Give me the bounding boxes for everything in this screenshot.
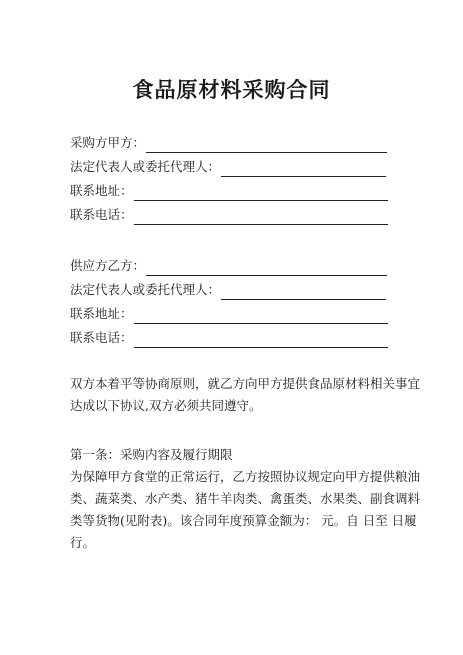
party-b-address-label: 联系地址：: [70, 306, 133, 321]
article-1-line: 类、蔬菜类、水产类、猪牛羊肉类、禽蛋类、水果类、副食调料: [70, 491, 421, 506]
article-1: [70, 444, 421, 554]
article-1-line: 类等货物(见附表)。该合同年度预算金额为： 元。自 日至 日履: [70, 513, 417, 528]
party-a-phone-blank-line[interactable]: [134, 210, 388, 225]
party-a-phone-row: [70, 205, 388, 225]
party-b-rep-label: 法定代表人或委托代理人：: [70, 282, 221, 297]
supplier-label: 供应方乙方：: [70, 258, 146, 273]
supplier-blank-line[interactable]: [146, 261, 387, 276]
party-b-address-row: [70, 304, 388, 324]
intro-line: 达成以下协议,双方必须共同遵守。: [70, 398, 262, 413]
document-title: 食品原材料采购合同: [132, 78, 331, 102]
party-a-address-blank-line[interactable]: [134, 186, 388, 201]
buyer-row: [70, 133, 387, 153]
party-b-phone-label: 联系电话：: [70, 330, 133, 345]
article-1-heading: 第一条：采购内容及履行期限: [70, 447, 233, 462]
buyer-label: 采购方甲方：: [70, 135, 146, 150]
article-1-line: 行。: [70, 535, 96, 550]
party-b-phone-row: [70, 328, 388, 348]
party-b-rep-row: [70, 280, 386, 300]
supplier-row: [70, 256, 387, 276]
buyer-blank-line[interactable]: [146, 138, 387, 153]
party-b-phone-blank-line[interactable]: [134, 333, 388, 348]
intro-line: 双方本着平等协商原则，就乙方向甲方提供食品原材料相关事宜: [70, 376, 421, 391]
party-a-rep-row: [70, 157, 386, 177]
party-a-rep-blank-line[interactable]: [221, 162, 386, 177]
party-a-phone-label: 联系电话：: [70, 207, 133, 222]
party-b-rep-blank-line[interactable]: [221, 285, 386, 300]
party-a-address-row: [70, 181, 388, 201]
party-a-address-label: 联系地址：: [70, 183, 133, 198]
party-a-rep-label: 法定代表人或委托代理人：: [70, 159, 221, 174]
intro-paragraph: [70, 373, 421, 417]
article-1-line: 为保障甲方食堂的正常运行，乙方按照协议规定向甲方提供粮油: [70, 469, 421, 484]
party-b-address-blank-line[interactable]: [134, 309, 388, 324]
